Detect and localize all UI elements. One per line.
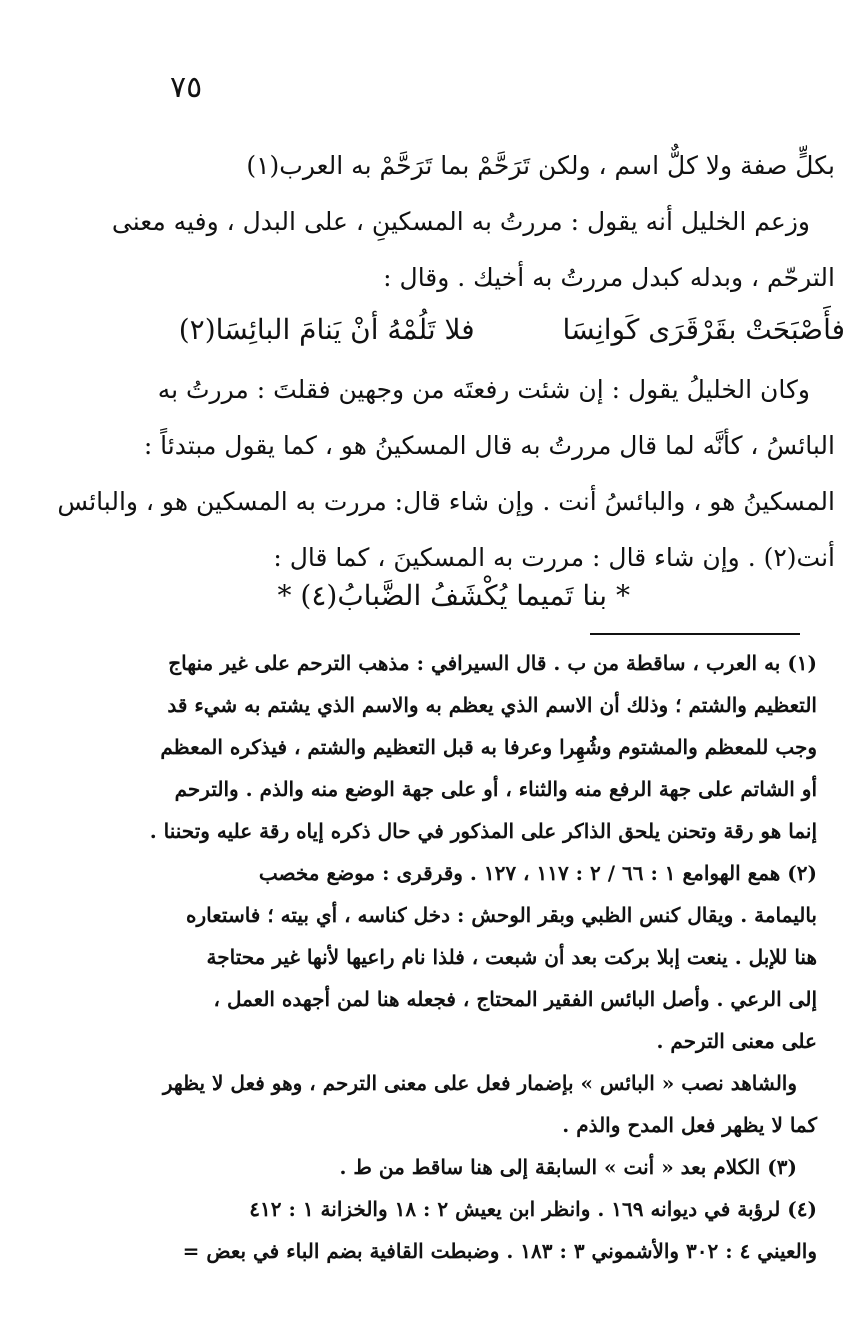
- footnote-line: (١) به العرب ، ساقطة من ب . قال السيرافي : مذهب الترحم على غير منهاج: [168, 651, 817, 675]
- footnote-line: (٢) همع الهوامع ١ : ٦٦ / ٢ : ١١٧ ، ١٢٧ . وقرقرى : موضع مخصب: [258, 861, 817, 885]
- verse-first-hemistich: فأَصْبَحَتْ بقَرْقَرَى كَوانِسَا: [562, 313, 845, 346]
- body-line: وزعم الخليل أنه يقول : مررتُ به المسكينِ ، على البدل ، وفيه معنى: [111, 207, 810, 236]
- footnote-line: أو الشاتم على جهة الرفع منه والثناء ، أو على جهة الوضع منه والذم . والترحم: [174, 777, 817, 801]
- footnote-separator: [590, 633, 800, 635]
- body-line: وكان الخليلُ يقول : إن شئت رفعتَه من وجهين فقلتَ : مررتُ به: [157, 375, 810, 404]
- body-line: أنت‏(٢) . وإن شاء قال : مررت به المسكينَ ، كما قال :: [273, 543, 835, 572]
- body-line: المسكينُ هو ، والبائسُ أنت . وإن شاء قال: مررت به المسكين هو ، والبائس: [57, 487, 835, 516]
- verse-second-hemistich: فلا تَلُمْهُ أنْ يَنامَ البائِسَا‏(٢): [178, 313, 475, 346]
- footnote-line: على معنى الترحم .: [656, 1029, 817, 1053]
- footnote-line: باليمامة . ويقال كنس الظبي وبقر الوحش : دخل كناسه ، أي بيته ؛ فاستعاره: [186, 903, 817, 927]
- footnote-line: التعظيم والشتم ؛ وذلك أن الاسم الذي يعظم به والاسم الذي يشتم به شيء قد: [167, 693, 817, 717]
- page-number: ٧٥: [170, 70, 203, 105]
- body-line: البائسُ ، كأنَّه لما قال مررتُ به قال المسكينُ هو ، كما يقول مبتدئاً :: [143, 431, 835, 460]
- footnote-line: والشاهد نصب « البائس » بإضمار فعل على معنى الترحم ، وهو فعل لا يظهر: [162, 1071, 797, 1095]
- body-line: الترحّم ، وبدله كبدل مررتُ به أخيك . وقال :: [383, 263, 835, 292]
- footnote-line: كما لا يظهر فعل المدح والذم .: [562, 1113, 817, 1137]
- quoted-verse: * بنا تَميما يُكْشَفُ الضَّبابُ‏(٤) *: [277, 579, 630, 612]
- footnote-line: (٣) الكلام بعد « أنت » السابقة إلى هنا ساقط من ط .: [339, 1155, 797, 1179]
- main-text-top: [111, 138, 835, 306]
- footnote-line: هنا للإبل . ينعت إبلا بركت بعد أن شبعت ، فلذا نام راعيها لأنها غير محتاجة: [206, 945, 817, 969]
- footnote-line: وجب للمعظم والمشتوم وشُهِرا وعرفا به قبل التعظيم والشتم ، فيذكره المعظم: [160, 735, 817, 759]
- main-text-bottom: [57, 362, 835, 586]
- footnote-line: (٤) لرؤبة في ديوانه ١٦٩ . وانظر ابن يعيش ٢ : ١٨ والخزانة ١ : ٤١٢: [249, 1197, 817, 1221]
- footnote-line: إنما هو رقة وتحنن يلحق الذاكر على المذكور في حال ذكره إياه رقة عليه وتحننا .: [149, 819, 817, 843]
- footnote-line: إلى الرعي . وأصل البائس الفقير المحتاج ، فجعله هنا لمن أجهده العمل ،: [213, 987, 817, 1011]
- poetry-verse: [178, 300, 845, 360]
- footnotes: [105, 642, 817, 1272]
- body-line: بكلٍّ صفة ولا كلٌّ اسم ، ولكن تَرَحَّمْ بما تَرَحَّمْ به العرب‏(١): [246, 151, 835, 180]
- footnote-line: والعيني ٤ : ٣٠٢ والأشموني ٣ : ١٨٣ . وضبطت القافية بضم الباء في بعض =: [182, 1239, 817, 1263]
